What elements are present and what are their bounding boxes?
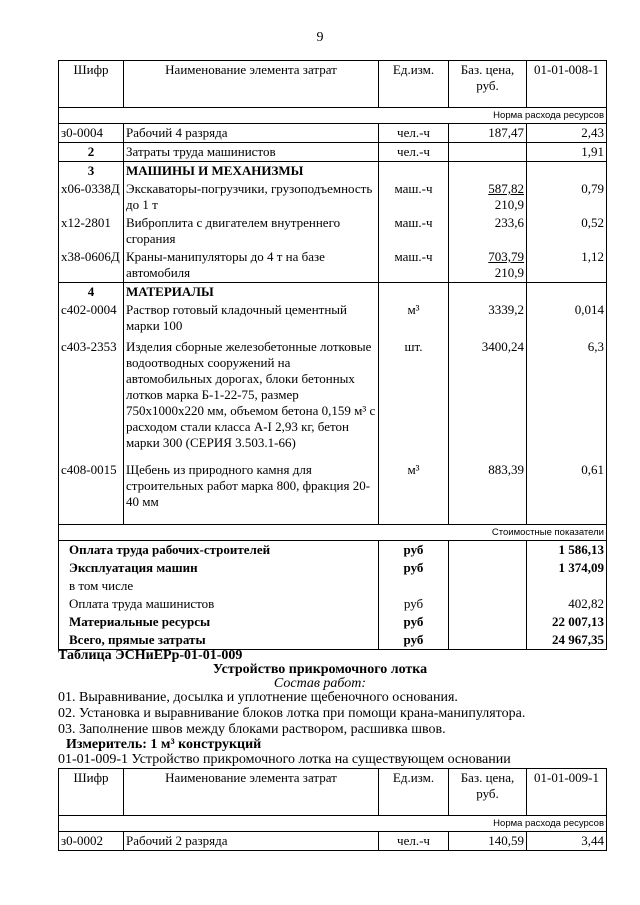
norm-label: Норма расхода ресурсов [59,816,607,832]
norm-row [59,108,607,124]
row-qty: 3,44 [527,832,607,851]
row-name: Изделия сборные железобетонные лотковые водоотводных сооружений на автомобильных дорогах, блоки бетонных лотков марка Б-1-22-75, размер 750x1000x220 мм, объемом бетона 0,159 м³ с расходом стали класса А-I 2,93 кг, бетон марки 300 (СЕРИЯ 3.503.1-66) [124,335,379,461]
summary-row [59,577,607,595]
row-qty: 0,79 [527,180,607,214]
row-qty: 2,43 [527,124,607,143]
summary-row [59,559,607,577]
row-price [449,180,527,214]
row-price-value: 703,79 [488,249,524,264]
row-code: с408-0015 [59,461,124,525]
header-code: Шифр [59,769,124,816]
summary-unit [379,577,449,595]
summary-unit: руб [379,595,449,613]
summary-row [59,631,607,650]
row-price: 233,6 [449,214,527,248]
table-row [59,461,607,525]
row-code: х38-0606Д [59,248,124,283]
table-row [59,301,607,335]
header-name: Наименование элемента затрат [124,61,379,108]
row-name: Раствор готовый кладочный цементный марки 100 [124,301,379,335]
header-price: Баз. цена, руб. [449,61,527,108]
summary-label: Оплата труда рабочих-строителей [59,541,379,560]
row-unit: маш.-ч [379,214,449,248]
variant-title: 01-01-009-1 Устройство прикромочного лотка на существующем основании [58,752,511,767]
header-unit: Ед.изм. [379,61,449,108]
row-qty: 1,91 [527,143,607,162]
row-qty: 0,61 [527,461,607,525]
cost-indicators-label: Стоимостные показатели [59,525,607,541]
table-row [59,143,607,162]
row-unit: чел.-ч [379,832,449,851]
summary-unit: руб [379,541,449,560]
row-code: х06-0338Д [59,180,124,214]
section-heading: Устройство прикромочного лотка [212,662,428,677]
row-unit: чел.-ч [379,143,449,162]
summary-label: Оплата труда машинистов [59,595,379,613]
summary-label: Эксплуатация машин [59,559,379,577]
summary-unit: руб [379,559,449,577]
table-row [59,124,607,143]
row-price: 3339,2 [449,301,527,335]
table-header-row [59,61,607,108]
header-unit: Ед.изм. [379,769,449,816]
table-row [59,248,607,283]
row-price-secondary: 210,9 [494,265,524,280]
summary-label: в том числе [59,577,379,595]
row-qty: 1,12 [527,248,607,283]
table-row [59,214,607,248]
row-unit: шт. [379,335,449,461]
cost-indicators-row [59,525,607,541]
summary-value: 402,82 [527,595,607,613]
table-header-row [59,769,607,816]
row-price: 3400,24 [449,335,527,461]
resource-table-01-01-008 [58,60,607,650]
summary-value: 1 374,09 [527,559,607,577]
row-unit: м³ [379,461,449,525]
section-title: МАШИНЫ И МЕХАНИЗМЫ [124,162,379,181]
row-name: Виброплита с двигателем внутреннего сгорания [124,214,379,248]
work-step: 03. Заполнение швов между блоками раствором, расшивка швов. [58,722,446,737]
row-unit: чел.-ч [379,124,449,143]
summary-label: Материальные ресурсы [59,613,379,631]
section-subheading: Состав работ: [273,676,367,691]
row-price-secondary: 210,9 [494,197,524,212]
work-step: 01. Выравнивание, досылка и уплотнение щебеночного основания. [58,690,458,705]
summary-row [59,613,607,631]
section-number: 4 [59,283,124,302]
row-qty: 0,014 [527,301,607,335]
row-name: Затраты труда машинистов [124,143,379,162]
row-price-value: 587,82 [488,181,524,196]
row-code: з0-0002 [59,832,124,851]
summary-value: 22 007,13 [527,613,607,631]
row-name: Рабочий 4 разряда [124,124,379,143]
row-price: 187,47 [449,124,527,143]
row-price: 883,39 [449,461,527,525]
summary-row [59,595,607,613]
row-code: 2 [59,143,124,162]
row-unit: маш.-ч [379,180,449,214]
section-number: 3 [59,162,124,181]
row-unit: маш.-ч [379,248,449,283]
row-qty: 6,3 [527,335,607,461]
row-qty: 0,52 [527,214,607,248]
row-code: х12-2801 [59,214,124,248]
summary-value: 24 967,35 [527,631,607,650]
table-row [59,180,607,214]
row-code: с403-2353 [59,335,124,461]
row-unit: м³ [379,301,449,335]
table-row [59,335,607,461]
norm-label: Норма расхода ресурсов [59,108,607,124]
summary-unit: руб [379,613,449,631]
row-name: Краны-манипуляторы до 4 т на базе автомобиля [124,248,379,283]
table-title: Таблица ЭСНиЕРр-01-01-009 [58,648,243,663]
summary-value [527,577,607,595]
row-price [449,143,527,162]
row-code: с402-0004 [59,301,124,335]
norm-row [59,816,607,832]
summary-row [59,541,607,560]
header-name: Наименование элемента затрат [124,769,379,816]
header-rate-code: 01-01-008-1 [527,61,607,108]
row-name: Рабочий 2 разряда [124,832,379,851]
row-code: з0-0004 [59,124,124,143]
header-code: Шифр [59,61,124,108]
work-step: 02. Установка и выравнивание блоков лотка при помощи крана-манипулятора. [58,706,526,721]
summary-value: 1 586,13 [527,541,607,560]
section-row [59,283,607,302]
table-row [59,832,607,851]
header-price: Баз. цена, руб. [449,769,527,816]
row-price [449,248,527,283]
row-price: 140,59 [449,832,527,851]
page-number: 9 [316,30,324,45]
header-rate-code: 01-01-009-1 [527,769,607,816]
section-title: МАТЕРИАЛЫ [124,283,379,302]
row-name: Щебень из природного камня для строительных работ марка 800, фракция 20-40 мм [124,461,379,525]
resource-table-01-01-009 [58,768,607,851]
summary-unit: руб [379,631,449,650]
meter-label: Измеритель: 1 м³ конструкций [66,737,262,752]
section-row [59,162,607,181]
summary-label: Всего, прямые затраты [59,631,379,650]
row-name: Экскаваторы-погрузчики, грузоподъемность до 1 т [124,180,379,214]
